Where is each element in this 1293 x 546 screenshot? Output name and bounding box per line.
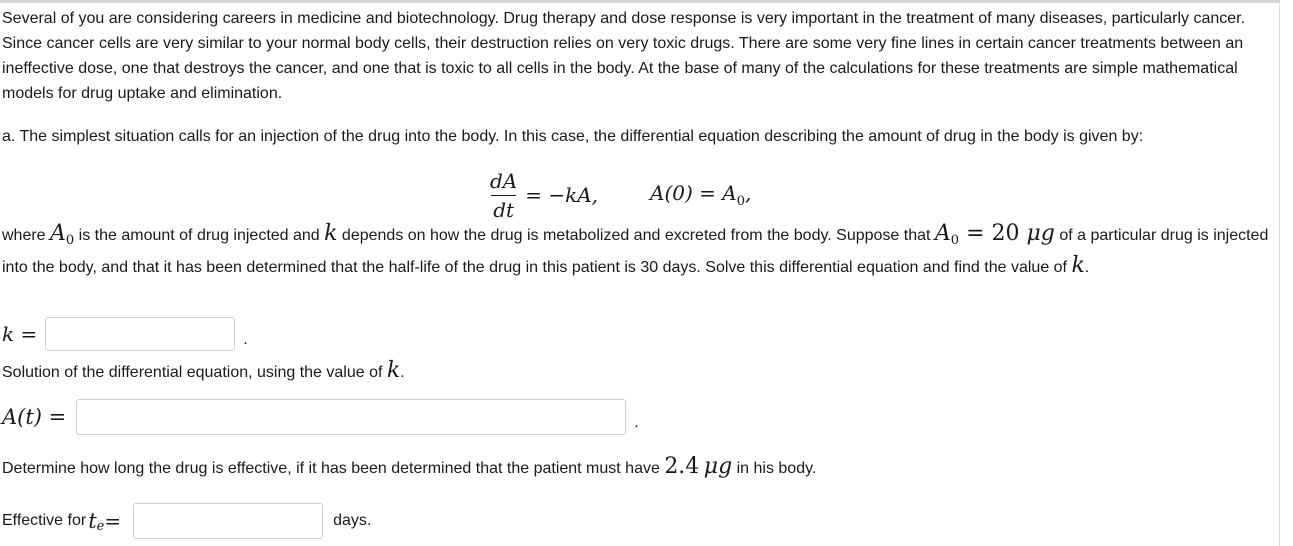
te-input[interactable] — [133, 503, 323, 539]
derivative-fraction — [488, 169, 519, 222]
At-input[interactable] — [76, 399, 626, 435]
te-suffix: days. — [333, 512, 372, 529]
At-label: A(t) = — [2, 405, 67, 429]
At-answer-row — [2, 399, 639, 435]
At-dot: . — [634, 414, 639, 431]
fraction-denominator: dt — [491, 195, 516, 222]
k-label: k = — [2, 322, 38, 346]
te-prefix: Effective for — [2, 512, 87, 529]
part-a-paragraph: a. The simplest situation calls for an injection of the drug into the body. In this case, the differential equation describing the amount of drug in the body is given by: — [2, 128, 1144, 145]
te-sub: e — [96, 518, 105, 534]
initial-condition: $A(0) = A_0$, — [650, 181, 752, 209]
te-var: t — [88, 509, 97, 533]
intro-paragraph: Several of you are considering careers in medicine and biotechnology. Drug therapy and dose response is very important in the treatment of many diseases, particularly cancer. Since cancer cells are very similar to your normal body cells, their destruction relies on very toxic drugs. There are some very fine lines in certain cancer treatments between an ineffective dose, one that destroys the cancer, and one that is toxic to all cells in the body. At the base of many of the calculations for these treatments are simple mathematical models for drug uptake and elimination. — [2, 10, 1246, 102]
where-paragraph: where $A_0$ is the amount of drug injected and k depends on how the drug is metabolized and excreted from the body. Suppose that $A_0 = 20$ μg of a particular drug is injected into the body, and that it has been determined that the half-life of the drug in this patient is 30 days. Solve this differential equation and find the value of k. — [2, 221, 1269, 279]
effective-paragraph: Determine how long the drug is effective, if it has been determined that the patient must have 2.4 μg in his body. — [2, 454, 817, 479]
te-answer-row — [2, 503, 371, 539]
equation-rhs: = −kA, — [525, 183, 599, 207]
k-dot: . — [243, 331, 248, 348]
solution-paragraph: Solution of the differential equation, using the value of k. — [2, 358, 405, 383]
differential-equation — [488, 165, 751, 225]
te-eq: = — [104, 509, 122, 533]
k-answer-row — [2, 317, 248, 351]
k-input[interactable] — [45, 317, 235, 351]
fraction-numerator: dA — [490, 168, 518, 193]
